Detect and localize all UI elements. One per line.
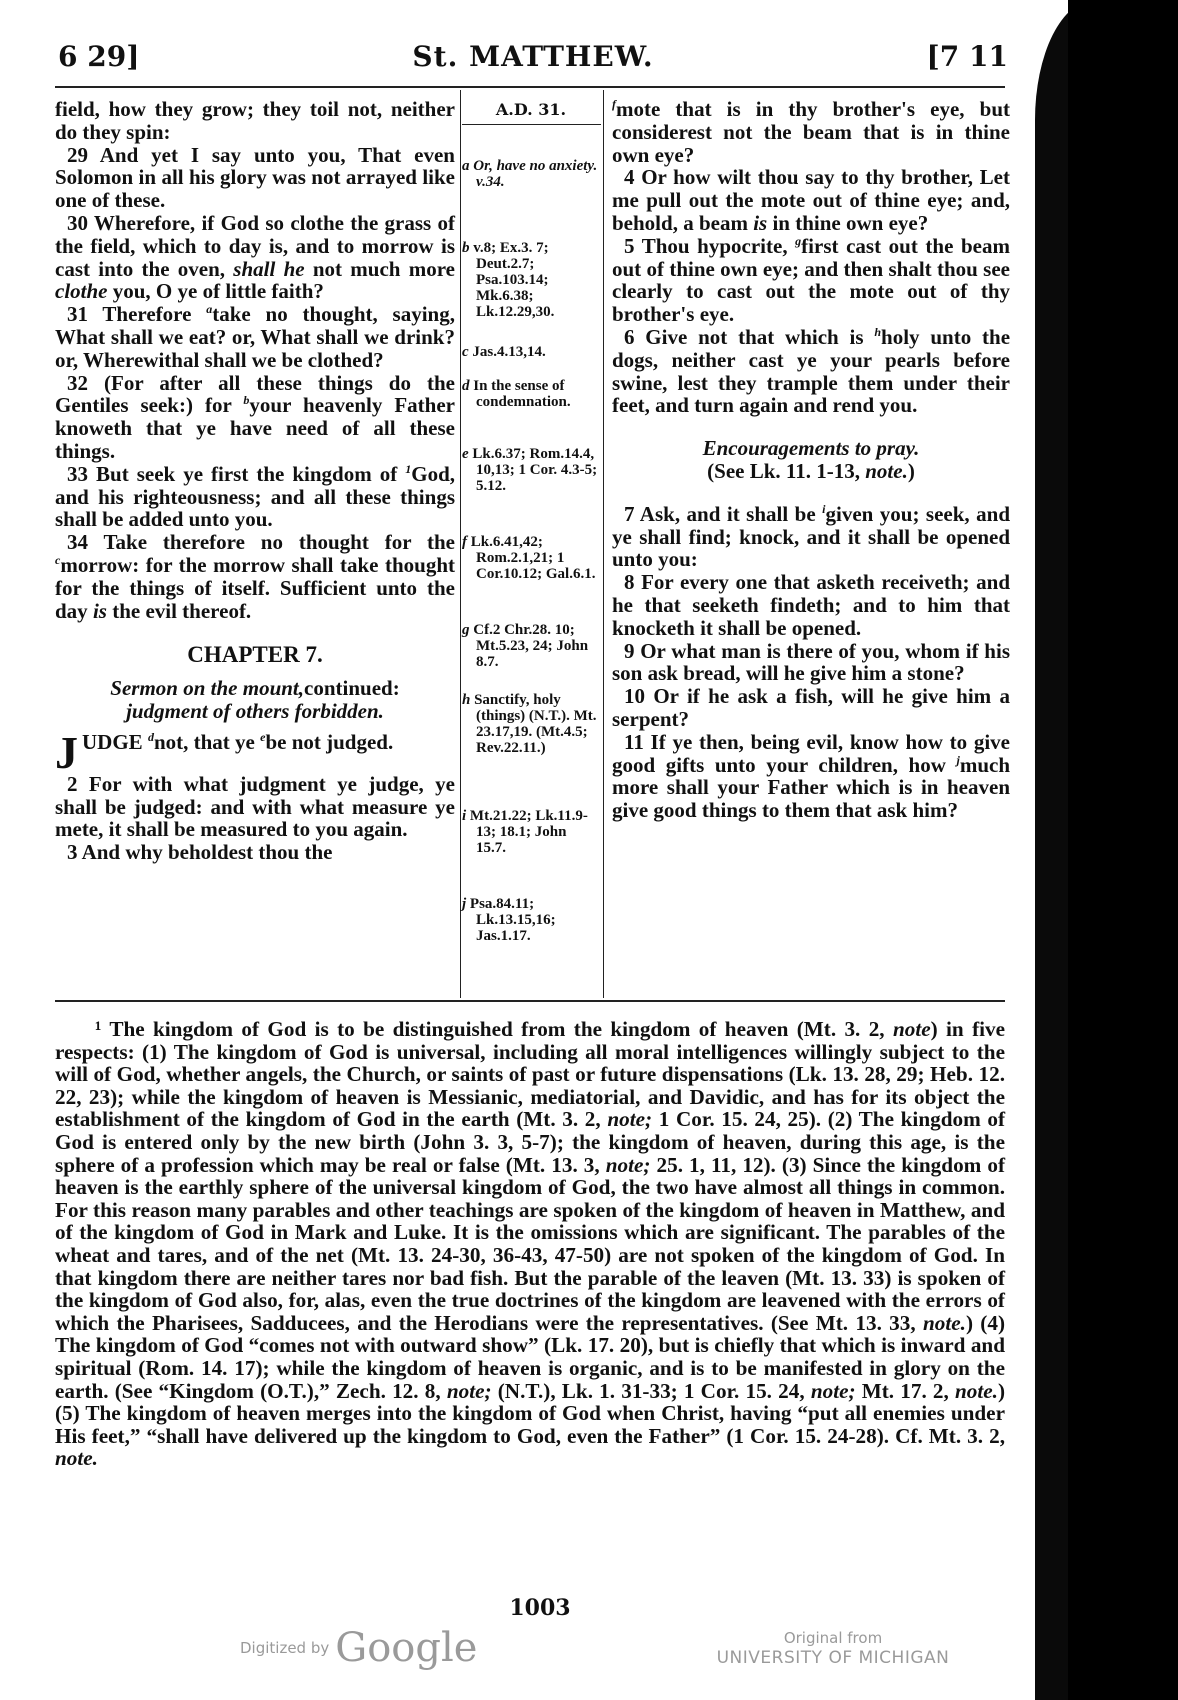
margin-note-j: j Psa.84.11; Lk.13.15,16; Jas.1.17.	[462, 896, 556, 944]
verse-7-11: 11 If ye then, being evil, know how to give good gifts unto your children, how $^j$much more shall your Father which is in heaven give good things to them that ask him?	[612, 729, 1011, 823]
column-divider-right	[603, 90, 604, 998]
verse-32: 32 (For after all these things do the Gentiles seek:) for $^b$your heavenly Father knoweth that ye have need of all these things.	[55, 370, 455, 463]
original-from-label: Original from	[783, 1629, 883, 1647]
footnote	[55, 1018, 1005, 1470]
verse-7-6: 6 Give not that which is $^h$holy unto the dogs, neither cast ye your pearls before swine, lest they trample them under their feet, and turn again and rend you.	[612, 324, 1011, 418]
margin-note-e: e Lk.6.37; Rom.14.4, 10,13; 1 Cor. 4.3-5; 5.12.	[462, 446, 598, 494]
verse-33: 33 But seek ye first the kingdom of $^1$God, and his righteousness; and all these things shall be added unto you.	[55, 461, 455, 532]
verse-30: 30 Wherefore, if God so clothe the grass of the field, which to day is, and to morrow is cast into the oven, shall he not much more clothe you, O ye of little faith?	[55, 210, 455, 304]
digitized-by-watermark	[240, 1625, 477, 1671]
margin-note-d: d In the sense of condemnation.	[462, 378, 571, 410]
verse-7-8: 8 For every one that asketh receiveth; and he that seeketh findeth; and to him that knocketh it shall be opened.	[612, 570, 1010, 640]
verse-7-10: 10 Or if he ask a fish, will he give him a serpent?	[612, 684, 1010, 731]
margin-date: A.D. 31.	[495, 100, 567, 119]
verse-7-9: 9 Or what man is there of you, whom if his son ask bread, will he give him a stone?	[612, 638, 1010, 686]
verse-7-5: 5 Thou hypocrite, $^g$first cast out the beam out of thine own eye; and then shalt thou see clearly to cast out the mote out of thy brother's eye.	[612, 233, 1010, 327]
left-text-column	[55, 98, 455, 864]
book-binding-shadow	[1068, 0, 1178, 1700]
verse-7-4: 4 Or how wilt thou say to thy brother, Let me pull out the mote out of thine eye; and, behold, a beam is in thine own eye?	[612, 165, 1010, 235]
verse-7-7: 7 Ask, and it shall be $^i$given you; seek, and ye shall find; knock, and it shall be opened unto you:	[612, 501, 1010, 572]
margin-note-a: a Or, have no anxiety. v.34.	[462, 158, 598, 190]
header-right-ref: [7 11	[926, 40, 1008, 73]
section-subtitle-2: judgment of others forbidden.	[126, 698, 384, 723]
verse-29: 29 And yet I say unto you, That even Solomon in all his glory was not arrayed like one of these.	[55, 142, 455, 213]
verse-28-end: field, how they grow; they toil not, neither do they spin:	[55, 97, 455, 144]
margin-note-f: f Lk.6.41,42; Rom.2.1,21; 1 Cor.10.12; Gal.6.1.	[462, 534, 596, 582]
header-left-ref: 6 29]	[58, 40, 140, 73]
original-from-watermark	[713, 1628, 953, 1668]
margin-note-h: h Sanctify, holy (things) (N.T.). Mt. 23.17,19. (Mt.4.5; Rev.22.11.)	[462, 692, 597, 756]
margin-note-i: i Mt.21.22; Lk.11.9-13; 18.1; John 15.7.	[462, 808, 588, 856]
verse-7-1: JUDGE $^d$not, that ye $^e$be not judged.	[55, 726, 394, 778]
verse-7-2: 2 For with what judgment ye judge, ye shall be judged: and with what measure ye mete, it shall be measured to you again.	[55, 771, 455, 842]
page-number: 1003	[509, 1595, 571, 1621]
section-subtitle: Sermon on the mount,continued:	[110, 676, 400, 701]
verse-7-3-end: $^f$mote that is in thy brother's eye, but considerest not the beam that is in thine own eye?	[612, 97, 1010, 167]
footnote-rule	[55, 1000, 1005, 1002]
margin-note-g: g Cf.2 Chr.28. 10; Mt.5.23, 24; John 8.7.	[462, 622, 589, 670]
google-logo: Google	[335, 1625, 478, 1671]
university-label: UNIVERSITY OF MICHIGAN	[716, 1648, 950, 1668]
digitized-by-label: Digitized by	[240, 1639, 330, 1657]
margin-references	[462, 0, 600, 1000]
verse-7-3: 3 And why beholdest thou the	[67, 840, 333, 865]
header-title: St. MATTHEW.	[412, 40, 654, 73]
column-divider-left	[460, 90, 461, 998]
verse-31: 31 Therefore $^a$take no thought, saying, What shall we eat? or, What shall we drink? or, Wherewithal shall we be clothed?	[55, 302, 455, 372]
footnote-1: ¹ The kingdom of God is to be distinguished from the kingdom of heaven (Mt. 3. 2, note) in five respects: (1) The kingdom of God is universal, including all moral intelligences willingly subject to the will of God, whether angels, the Church, or saints of past or future dispensations (Lk. 13. 28, 29; Heb. 12. 22, 23); while the kingdom of heaven is Messianic, mediatorial, and Davidic, and has for its object the establishment of the kingdom of God in the earth (Mt. 3. 2, note; 1 Cor. 15. 24, 25). (2) The kingdom of God is entered only by the new birth (John 3. 3, 5-7); the kingdom of heaven, during this age, is the sphere of a profession which may be real or false (Mt. 13. 3, note; 25. 1, 11, 12). (3) Since the kingdom of heaven is the earthly sphere of the universal kingdom of God, the two have almost all things in common. For this reason many parables and other teachings are spoken of the kingdom of heaven in Matthew, and of the kingdom of God in Mark and Luke. It is the omissions which are significant. The parables of the wheat and tares, and of the net (Mt. 13. 24-30, 36-43, 47-50) are not spoken of the kingdom of God. In that kingdom there are neither tares nor bad fish. But the parable of the leaven (Mt. 13. 33) is spoken of the kingdom of God also, for, alas, even the true doctrines of the kingdom are leavened with the errors of which the Pharisees, Sadducees, and the Herodians were the representatives. (See Mt. 13. 33, note.) (4) The kingdom of God “comes not with outward show” (Lk. 17. 20), but is chiefly that which is inward and spiritual (Rom. 14. 17); while the kingdom of heaven is organic, and is to be manifested in glory on the earth. (See “Kingdom (O.T.),” Zech. 12. 8, note; (N.T.), Lk. 1. 31-33; 1 Cor. 15. 24, note; Mt. 17. 2, note.) (5) The kingdom of heaven merges into the kingdom of God when Christ, having “put all enemies under His feet,” “shall have delivered up the kingdom to God, even the Father” (1 Cor. 15. 24-28). Cf. Mt. 3. 2, note.	[55, 1017, 1006, 1471]
verse-34: 34 Take therefore no thought for the $^c$morrow: for the morrow shall take thought for the things of itself. Sufficient unto the day is the evil thereof.	[55, 530, 455, 623]
margin-note-b: b v.8; Ex.3. 7; Deut.2.7; Psa.103.14; Mk.6.38; Lk.12.29,30.	[462, 240, 555, 320]
right-text-column	[612, 98, 1010, 822]
chapter-heading: CHAPTER 7.	[187, 642, 323, 668]
drop-cap: J	[55, 726, 78, 778]
margin-note-c: c Jas.4.13,14.	[462, 344, 546, 360]
section-heading-ref: (See Lk. 11. 1-13, note.)	[707, 458, 915, 483]
section-heading-prayer: Encouragements to pray.	[702, 436, 920, 461]
